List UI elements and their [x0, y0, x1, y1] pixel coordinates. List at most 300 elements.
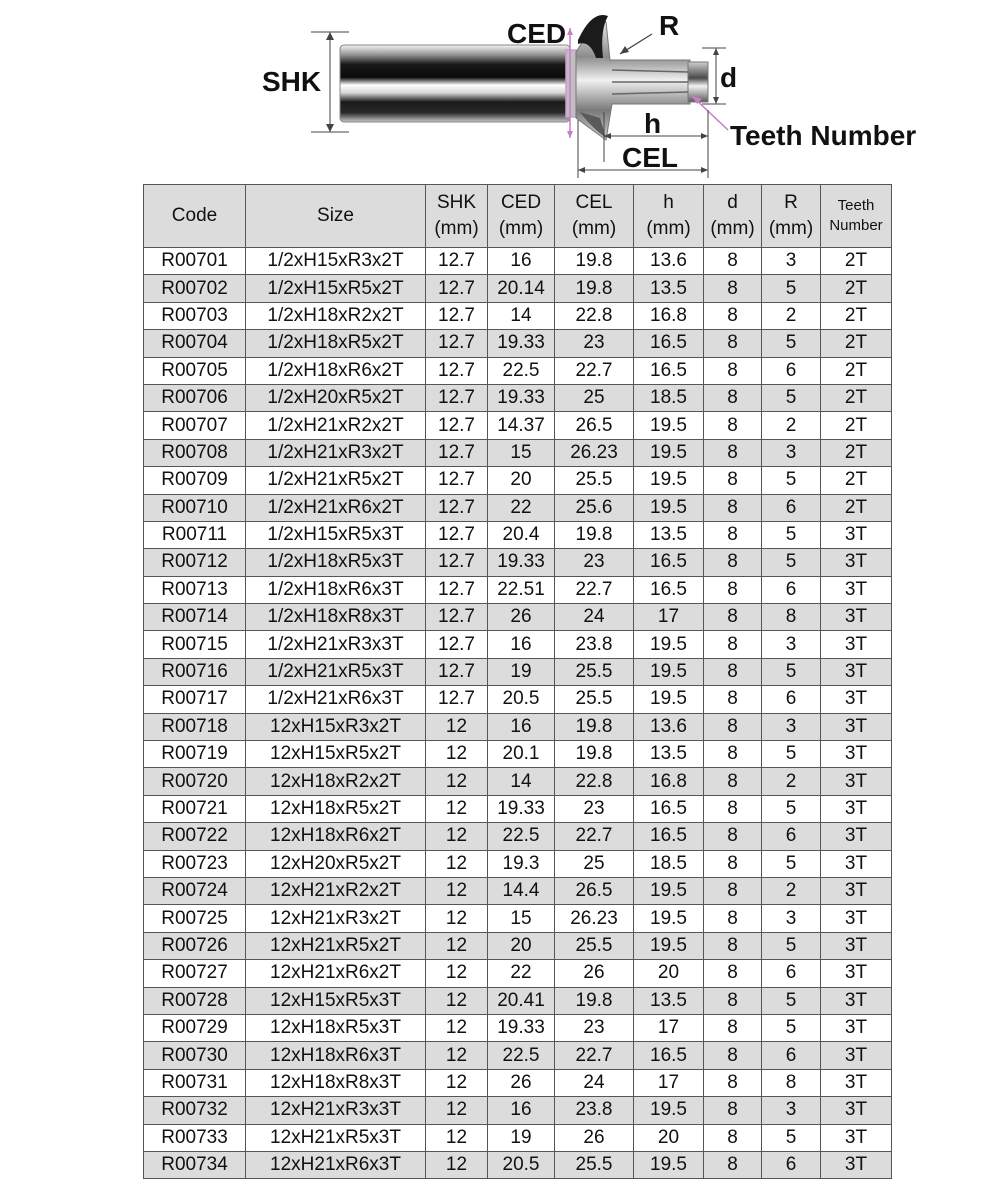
- cell-code: R00709: [144, 467, 246, 494]
- cell-r: 5: [762, 795, 821, 822]
- cell-teeth-number: 2T: [821, 248, 892, 275]
- cell-r: 5: [762, 330, 821, 357]
- header-teeth-number-unit: Number: [829, 217, 883, 234]
- table-row: [144, 987, 892, 1014]
- router-bit-illustration: [0, 0, 1000, 183]
- cell-cel: 25.5: [555, 686, 634, 713]
- table-row: [144, 302, 892, 329]
- table-row: [144, 576, 892, 603]
- h-label: h: [644, 108, 662, 139]
- cell-size: 12xH15xR5x3T: [246, 987, 426, 1014]
- cell-code: R00728: [144, 987, 246, 1014]
- cell-d: 8: [704, 467, 762, 494]
- header-r-label: R: [784, 192, 798, 213]
- cell-teeth-number: 3T: [821, 932, 892, 959]
- cell-shk: 12: [426, 1097, 488, 1124]
- cell-d: 8: [704, 1097, 762, 1124]
- cell-r: 5: [762, 384, 821, 411]
- cell-d: 8: [704, 905, 762, 932]
- cell-h: 20: [634, 960, 704, 987]
- cell-r: 3: [762, 439, 821, 466]
- cell-code: R00733: [144, 1124, 246, 1151]
- cell-shk: 12: [426, 823, 488, 850]
- cell-teeth-number: 3T: [821, 1151, 892, 1178]
- cell-size: 12xH18xR8x3T: [246, 1069, 426, 1096]
- cell-h: 13.6: [634, 713, 704, 740]
- cell-code: R00734: [144, 1151, 246, 1178]
- cell-shk: 12: [426, 768, 488, 795]
- table-row: [144, 960, 892, 987]
- cell-size: 12xH18xR5x3T: [246, 1014, 426, 1041]
- cell-r: 5: [762, 1014, 821, 1041]
- cell-cel: 26.23: [555, 905, 634, 932]
- cell-teeth-number: 3T: [821, 604, 892, 631]
- cell-teeth-number: 3T: [821, 1069, 892, 1096]
- table-row: [144, 1014, 892, 1041]
- table-row: [144, 248, 892, 275]
- cell-r: 5: [762, 521, 821, 548]
- cell-code: R00710: [144, 494, 246, 521]
- cell-teeth-number: 3T: [821, 823, 892, 850]
- cell-r: 2: [762, 877, 821, 904]
- cell-teeth-number: 3T: [821, 960, 892, 987]
- cell-shk: 12: [426, 932, 488, 959]
- cell-h: 16.5: [634, 576, 704, 603]
- cell-size: 1/2xH21xR5x2T: [246, 467, 426, 494]
- table-row: [144, 467, 892, 494]
- cell-d: 8: [704, 248, 762, 275]
- cell-code: R00725: [144, 905, 246, 932]
- cell-r: 6: [762, 1042, 821, 1069]
- cell-r: 5: [762, 467, 821, 494]
- cell-shk: 12.7: [426, 658, 488, 685]
- cell-r: 2: [762, 412, 821, 439]
- cell-size: 1/2xH21xR2x2T: [246, 412, 426, 439]
- cell-cel: 22.7: [555, 576, 634, 603]
- cell-r: 5: [762, 932, 821, 959]
- cell-d: 8: [704, 494, 762, 521]
- header-cel-label: CEL: [575, 192, 613, 213]
- cell-cel: 19.8: [555, 248, 634, 275]
- cell-teeth-number: 3T: [821, 1042, 892, 1069]
- cell-teeth-number: 3T: [821, 768, 892, 795]
- cell-code: R00721: [144, 795, 246, 822]
- cell-cel: 19.8: [555, 521, 634, 548]
- cell-teeth-number: 3T: [821, 795, 892, 822]
- cell-d: 8: [704, 604, 762, 631]
- cell-code: R00719: [144, 741, 246, 768]
- cell-cel: 26.23: [555, 439, 634, 466]
- cell-h: 19.5: [634, 467, 704, 494]
- cell-cel: 23: [555, 1014, 634, 1041]
- cell-ced: 26: [488, 604, 555, 631]
- cell-teeth-number: 2T: [821, 384, 892, 411]
- cell-h: 13.5: [634, 275, 704, 302]
- cell-size: 12xH15xR3x2T: [246, 713, 426, 740]
- cell-h: 19.5: [634, 905, 704, 932]
- header-shk-unit: (mm): [434, 218, 479, 239]
- cell-cel: 25.5: [555, 1151, 634, 1178]
- cell-h: 19.5: [634, 686, 704, 713]
- cell-h: 13.6: [634, 248, 704, 275]
- cell-shk: 12: [426, 987, 488, 1014]
- table-row: [144, 330, 892, 357]
- cell-d: 8: [704, 741, 762, 768]
- cell-shk: 12.7: [426, 604, 488, 631]
- cell-ced: 16: [488, 1097, 555, 1124]
- cell-size: 1/2xH15xR5x3T: [246, 521, 426, 548]
- cell-h: 16.5: [634, 823, 704, 850]
- cell-ced: 19.33: [488, 795, 555, 822]
- cell-shk: 12: [426, 1069, 488, 1096]
- cell-shk: 12: [426, 1124, 488, 1151]
- cell-ced: 15: [488, 905, 555, 932]
- cell-shk: 12: [426, 795, 488, 822]
- cell-ced: 20.5: [488, 1151, 555, 1178]
- shank: [340, 45, 570, 122]
- cell-d: 8: [704, 1151, 762, 1178]
- cell-teeth-number: 3T: [821, 987, 892, 1014]
- cell-h: 17: [634, 1014, 704, 1041]
- cell-d: 8: [704, 439, 762, 466]
- header-ced-label: CED: [500, 192, 542, 213]
- cell-r: 3: [762, 631, 821, 658]
- table-row: [144, 439, 892, 466]
- cell-d: 8: [704, 412, 762, 439]
- cell-ced: 14.4: [488, 877, 555, 904]
- cell-shk: 12.7: [426, 521, 488, 548]
- cell-h: 16.8: [634, 768, 704, 795]
- header-code: [144, 185, 246, 248]
- cell-size: 1/2xH18xR6x3T: [246, 576, 426, 603]
- cell-ced: 19.33: [488, 330, 555, 357]
- cell-h: 19.5: [634, 412, 704, 439]
- cell-teeth-number: 3T: [821, 1124, 892, 1151]
- header-cel-unit: (mm): [571, 218, 617, 239]
- header-cel: [555, 185, 634, 248]
- cell-d: 8: [704, 576, 762, 603]
- cell-h: 19.5: [634, 658, 704, 685]
- cell-cel: 25: [555, 384, 634, 411]
- cell-shk: 12: [426, 960, 488, 987]
- header-ced-unit: (mm): [498, 218, 544, 239]
- cell-cel: 23: [555, 795, 634, 822]
- cell-shk: 12: [426, 741, 488, 768]
- cell-ced: 19.3: [488, 850, 555, 877]
- cell-teeth-number: 3T: [821, 576, 892, 603]
- cell-ced: 19.33: [488, 1014, 555, 1041]
- cell-size: 1/2xH18xR5x3T: [246, 549, 426, 576]
- table-row: [144, 275, 892, 302]
- cell-size: 1/2xH21xR3x3T: [246, 631, 426, 658]
- cell-shk: 12: [426, 905, 488, 932]
- cell-shk: 12: [426, 1151, 488, 1178]
- cell-ced: 16: [488, 713, 555, 740]
- cell-ced: 14: [488, 768, 555, 795]
- cell-code: R00724: [144, 877, 246, 904]
- cell-h: 13.5: [634, 987, 704, 1014]
- cell-ced: 16: [488, 631, 555, 658]
- cell-code: R00726: [144, 932, 246, 959]
- cell-r: 6: [762, 823, 821, 850]
- cell-shk: 12: [426, 850, 488, 877]
- cell-d: 8: [704, 960, 762, 987]
- cell-code: R00714: [144, 604, 246, 631]
- cell-h: 19.5: [634, 439, 704, 466]
- table-row: [144, 384, 892, 411]
- cell-size: 12xH21xR3x3T: [246, 1097, 426, 1124]
- cell-ced: 15: [488, 439, 555, 466]
- cell-teeth-number: 3T: [821, 1097, 892, 1124]
- table-header-row: [144, 185, 892, 248]
- cell-h: 19.5: [634, 877, 704, 904]
- cell-code: R00716: [144, 658, 246, 685]
- cell-d: 8: [704, 713, 762, 740]
- cell-ced: 19.33: [488, 384, 555, 411]
- table-row: [144, 1042, 892, 1069]
- table-row: [144, 357, 892, 384]
- cell-r: 6: [762, 686, 821, 713]
- cell-size: 1/2xH21xR6x3T: [246, 686, 426, 713]
- cell-shk: 12.7: [426, 439, 488, 466]
- cell-size: 12xH21xR6x3T: [246, 1151, 426, 1178]
- header-code-label: Code: [171, 205, 218, 226]
- header-ced: [488, 185, 555, 248]
- cell-cel: 22.7: [555, 823, 634, 850]
- cell-h: 18.5: [634, 384, 704, 411]
- cell-cel: 19.8: [555, 741, 634, 768]
- table-row: [144, 494, 892, 521]
- cell-code: R00713: [144, 576, 246, 603]
- cell-code: R00732: [144, 1097, 246, 1124]
- table-row: [144, 741, 892, 768]
- cell-size: 1/2xH15xR3x2T: [246, 248, 426, 275]
- cell-size: 12xH18xR6x2T: [246, 823, 426, 850]
- cell-d: 8: [704, 384, 762, 411]
- header-size: [246, 185, 426, 248]
- cell-cel: 19.8: [555, 275, 634, 302]
- cell-d: 8: [704, 686, 762, 713]
- cell-code: R00727: [144, 960, 246, 987]
- cell-shk: 12: [426, 713, 488, 740]
- table-row: [144, 795, 892, 822]
- cell-d: 8: [704, 1124, 762, 1151]
- cell-code: R00730: [144, 1042, 246, 1069]
- cell-size: 1/2xH15xR5x2T: [246, 275, 426, 302]
- cell-teeth-number: 3T: [821, 850, 892, 877]
- cell-r: 8: [762, 1069, 821, 1096]
- cell-cel: 22.7: [555, 357, 634, 384]
- cell-cel: 19.8: [555, 713, 634, 740]
- cell-code: R00720: [144, 768, 246, 795]
- cell-ced: 20: [488, 932, 555, 959]
- table-row: [144, 713, 892, 740]
- table-row: [144, 1124, 892, 1151]
- cell-h: 16.5: [634, 357, 704, 384]
- cell-teeth-number: 3T: [821, 1014, 892, 1041]
- cell-d: 8: [704, 877, 762, 904]
- cell-h: 16.8: [634, 302, 704, 329]
- cell-r: 2: [762, 768, 821, 795]
- table-row: [144, 823, 892, 850]
- header-d: [704, 185, 762, 248]
- cell-teeth-number: 2T: [821, 494, 892, 521]
- header-r-unit: (mm): [768, 218, 814, 239]
- cell-cel: 25.5: [555, 658, 634, 685]
- cell-ced: 14.37: [488, 412, 555, 439]
- cell-teeth-number: 2T: [821, 439, 892, 466]
- cell-cel: 26.5: [555, 877, 634, 904]
- cell-size: 1/2xH18xR6x2T: [246, 357, 426, 384]
- cell-code: R00707: [144, 412, 246, 439]
- cell-teeth-number: 2T: [821, 275, 892, 302]
- cell-ced: 20.5: [488, 686, 555, 713]
- cutter-tip: [688, 62, 708, 102]
- cell-cel: 26.5: [555, 412, 634, 439]
- header-d-label: d: [727, 192, 738, 213]
- cell-h: 19.5: [634, 494, 704, 521]
- cell-size: 12xH21xR5x2T: [246, 932, 426, 959]
- cell-r: 5: [762, 1124, 821, 1151]
- table-row: [144, 521, 892, 548]
- cell-code: R00704: [144, 330, 246, 357]
- cell-ced: 26: [488, 1069, 555, 1096]
- cell-h: 16.5: [634, 330, 704, 357]
- cell-r: 3: [762, 905, 821, 932]
- cell-size: 12xH21xR2x2T: [246, 877, 426, 904]
- cell-shk: 12: [426, 1014, 488, 1041]
- cell-h: 19.5: [634, 631, 704, 658]
- cell-shk: 12.7: [426, 631, 488, 658]
- cell-code: R00718: [144, 713, 246, 740]
- cell-d: 8: [704, 658, 762, 685]
- cell-r: 5: [762, 741, 821, 768]
- cell-ced: 22.5: [488, 1042, 555, 1069]
- cell-size: 12xH18xR2x2T: [246, 768, 426, 795]
- table-row: [144, 658, 892, 685]
- header-teeth-number: [821, 185, 892, 248]
- cell-shk: 12.7: [426, 248, 488, 275]
- cell-h: 19.5: [634, 1151, 704, 1178]
- cel-label: CEL: [622, 142, 678, 173]
- d-label: d: [720, 62, 738, 93]
- cell-cel: 24: [555, 604, 634, 631]
- shk-label: SHK: [262, 66, 322, 97]
- cell-code: R00729: [144, 1014, 246, 1041]
- cell-ced: 20: [488, 467, 555, 494]
- cell-r: 6: [762, 576, 821, 603]
- cell-h: 13.5: [634, 741, 704, 768]
- cell-size: 12xH18xR5x2T: [246, 795, 426, 822]
- cell-cel: 24: [555, 1069, 634, 1096]
- cell-cel: 26: [555, 960, 634, 987]
- cell-d: 8: [704, 768, 762, 795]
- cell-h: 17: [634, 1069, 704, 1096]
- cell-ced: 16: [488, 248, 555, 275]
- cell-r: 6: [762, 960, 821, 987]
- cell-cel: 25.5: [555, 467, 634, 494]
- cell-h: 16.5: [634, 795, 704, 822]
- collar: [566, 50, 576, 117]
- cell-code: R00701: [144, 248, 246, 275]
- cell-size: 1/2xH18xR2x2T: [246, 302, 426, 329]
- cell-r: 3: [762, 713, 821, 740]
- cell-teeth-number: 3T: [821, 686, 892, 713]
- cell-cel: 26: [555, 1124, 634, 1151]
- header-shk: [426, 185, 488, 248]
- cell-d: 8: [704, 1069, 762, 1096]
- cell-d: 8: [704, 823, 762, 850]
- cell-r: 6: [762, 494, 821, 521]
- cell-h: 20: [634, 1124, 704, 1151]
- cell-d: 8: [704, 275, 762, 302]
- cell-size: 1/2xH21xR5x3T: [246, 658, 426, 685]
- cell-code: R00731: [144, 1069, 246, 1096]
- cell-ced: 22: [488, 960, 555, 987]
- cell-size: 12xH21xR3x2T: [246, 905, 426, 932]
- header-shk-label: SHK: [436, 192, 477, 213]
- cell-d: 8: [704, 1042, 762, 1069]
- cell-teeth-number: 3T: [821, 549, 892, 576]
- cell-teeth-number: 2T: [821, 412, 892, 439]
- cell-d: 8: [704, 987, 762, 1014]
- cell-ced: 22.51: [488, 576, 555, 603]
- table-row: [144, 686, 892, 713]
- cell-h: 19.5: [634, 1097, 704, 1124]
- cell-teeth-number: 3T: [821, 631, 892, 658]
- cell-shk: 12.7: [426, 357, 488, 384]
- cell-r: 3: [762, 248, 821, 275]
- cell-teeth-number: 3T: [821, 658, 892, 685]
- header-h-unit: (mm): [646, 218, 691, 239]
- cell-code: R00715: [144, 631, 246, 658]
- table-row: [144, 877, 892, 904]
- header-size-label: Size: [317, 205, 354, 226]
- cell-code: R00703: [144, 302, 246, 329]
- cell-code: R00708: [144, 439, 246, 466]
- cell-shk: 12.7: [426, 686, 488, 713]
- cell-size: 12xH15xR5x2T: [246, 741, 426, 768]
- table-row: [144, 1097, 892, 1124]
- cell-r: 6: [762, 1151, 821, 1178]
- r-label: R: [659, 10, 680, 41]
- teeth-number-label: Teeth Number: [730, 120, 917, 151]
- cell-size: 1/2xH21xR3x2T: [246, 439, 426, 466]
- cell-d: 8: [704, 357, 762, 384]
- cell-d: 8: [704, 1014, 762, 1041]
- cell-ced: 22.5: [488, 357, 555, 384]
- table-row: [144, 1069, 892, 1096]
- table-row: [144, 850, 892, 877]
- cell-size: 12xH20xR5x2T: [246, 850, 426, 877]
- cell-ced: 22.5: [488, 823, 555, 850]
- cell-code: R00711: [144, 521, 246, 548]
- cell-h: 16.5: [634, 1042, 704, 1069]
- table-row: [144, 631, 892, 658]
- cell-code: R00717: [144, 686, 246, 713]
- cell-r: 5: [762, 275, 821, 302]
- cell-size: 1/2xH18xR5x2T: [246, 330, 426, 357]
- table-row: [144, 412, 892, 439]
- cell-teeth-number: 3T: [821, 877, 892, 904]
- cell-cel: 25.5: [555, 932, 634, 959]
- cell-h: 19.5: [634, 932, 704, 959]
- cell-size: 1/2xH20xR5x2T: [246, 384, 426, 411]
- header-h: [634, 185, 704, 248]
- table-row: [144, 905, 892, 932]
- cell-d: 8: [704, 521, 762, 548]
- cell-ced: 19: [488, 658, 555, 685]
